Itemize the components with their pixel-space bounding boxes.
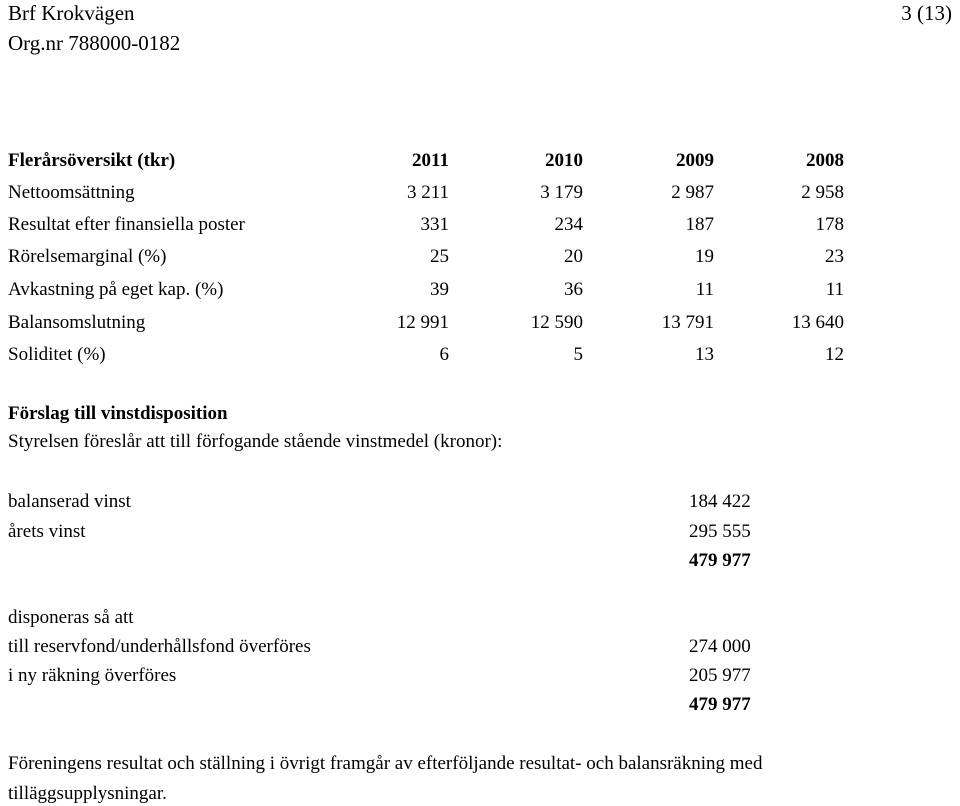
row-value: 5 bbox=[573, 344, 583, 365]
row-value: 13 bbox=[695, 344, 714, 365]
footer-text-line: Föreningens resultat och ställning i övrigt framgår av efterföljande resultat- och balansräkning med bbox=[8, 753, 763, 774]
row-label: Avkastning på eget kap. (%) bbox=[8, 279, 224, 300]
row-value: 23 bbox=[825, 246, 844, 267]
row-value: 39 bbox=[430, 279, 449, 300]
year-header: 2011 bbox=[412, 150, 449, 171]
allocation-amount: 205 977 bbox=[689, 665, 751, 686]
row-label: Nettoomsättning bbox=[8, 182, 135, 203]
available-amount: 295 555 bbox=[689, 521, 751, 542]
row-value: 187 bbox=[685, 214, 714, 235]
year-header: 2010 bbox=[545, 150, 583, 171]
allocation-label: i ny räkning överföres bbox=[8, 665, 177, 686]
footer-text-line: tilläggsupplysningar. bbox=[8, 783, 167, 804]
allocations-total: 479 977 bbox=[689, 694, 751, 715]
row-label: Resultat efter finansiella poster bbox=[8, 214, 245, 235]
overview-title: Flerårsöversikt (tkr) bbox=[8, 150, 176, 171]
row-value: 36 bbox=[564, 279, 583, 300]
row-value: 2 958 bbox=[801, 182, 844, 203]
disposition-title: Förslag till vinstdisposition bbox=[8, 403, 228, 424]
row-value: 11 bbox=[825, 279, 844, 300]
row-value: 19 bbox=[695, 246, 714, 267]
year-header: 2008 bbox=[806, 150, 844, 171]
available-label: balanserad vinst bbox=[8, 491, 131, 512]
allocation-label: till reservfond/underhållsfond överföres bbox=[8, 636, 311, 657]
row-value: 3 211 bbox=[406, 182, 449, 203]
row-label: Balansomslutning bbox=[8, 312, 146, 333]
row-value: 12 991 bbox=[396, 312, 449, 333]
row-value: 234 bbox=[554, 214, 583, 235]
row-value: 13 640 bbox=[791, 312, 844, 333]
row-value: 2 987 bbox=[671, 182, 714, 203]
org-number: Org.nr 788000-0182 bbox=[8, 31, 181, 55]
row-label: Rörelsemarginal (%) bbox=[8, 246, 167, 267]
row-value: 331 bbox=[420, 214, 449, 235]
year-header: 2009 bbox=[676, 150, 714, 171]
allocation-amount: 274 000 bbox=[689, 636, 751, 657]
row-value: 12 bbox=[825, 344, 844, 365]
row-label: Soliditet (%) bbox=[8, 344, 106, 365]
row-value: 3 179 bbox=[540, 182, 583, 203]
row-value: 6 bbox=[439, 344, 449, 365]
row-value: 11 bbox=[695, 279, 714, 300]
row-value: 20 bbox=[564, 246, 583, 267]
row-value: 12 590 bbox=[530, 312, 583, 333]
org-name: Brf Krokvägen bbox=[8, 1, 135, 25]
page-number: 3 (13) bbox=[901, 1, 952, 25]
row-value: 178 bbox=[815, 214, 844, 235]
dispose-heading: disponeras så att bbox=[8, 607, 134, 628]
available-label: årets vinst bbox=[8, 521, 86, 542]
row-value: 13 791 bbox=[661, 312, 714, 333]
row-value: 25 bbox=[430, 246, 449, 267]
disposition-intro: Styrelsen föreslår att till förfogande stående vinstmedel (kronor): bbox=[8, 431, 503, 452]
available-amount: 184 422 bbox=[689, 491, 751, 512]
available-total: 479 977 bbox=[689, 550, 751, 571]
